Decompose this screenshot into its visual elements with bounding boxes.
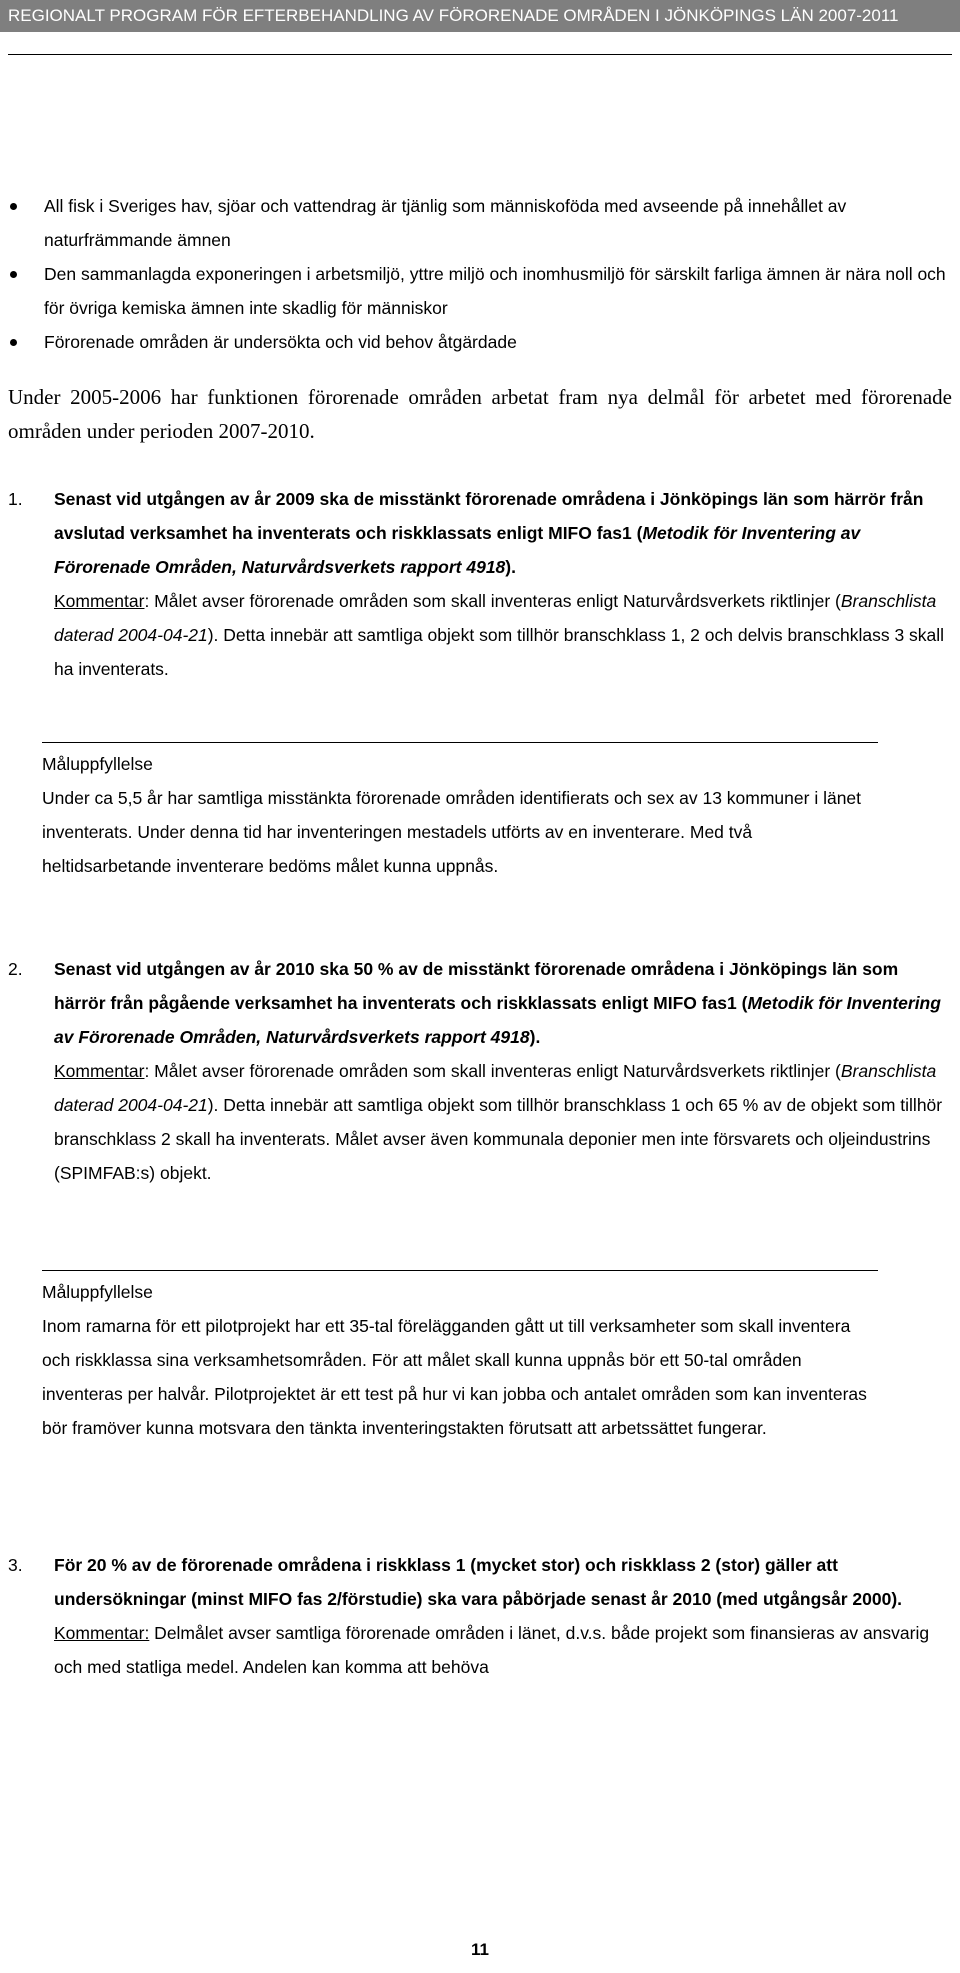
goal-1 <box>8 482 952 686</box>
goal-number: 3. <box>8 1555 23 1575</box>
bullet-icon <box>10 203 17 210</box>
goal-body <box>54 482 952 686</box>
page-number: 11 <box>471 1940 489 1959</box>
fulfilment-rule <box>42 742 878 743</box>
goal-title-end: ). <box>505 557 516 577</box>
goal-comment <box>54 1623 929 1677</box>
comment-reference: Branschlista daterad 2004-04-21 <box>54 1061 937 1115</box>
goal-title-end: ). <box>529 1027 541 1047</box>
comment-label: Kommentar <box>54 1061 145 1081</box>
bullet-text: Den sammanlagda exponeringen i arbetsmiljö, yttre miljö och inomhusmiljö för särskilt farliga ämnen är nära noll och för övriga kemiska ämnen inte skadlig för människor <box>44 264 946 318</box>
goal-title-text: Senast vid utgången av år 2009 ska de misstänkt förorenade områdena i Jönköpings län som härrör från avslutad verksamhet ha inventerats och riskklassats enligt MIFO fas1 ( <box>54 489 924 543</box>
bullet-item <box>8 257 948 325</box>
fulfilment-rule <box>42 1270 878 1271</box>
fulfilment-1 <box>42 742 878 883</box>
goal-body <box>54 952 952 1190</box>
fulfilment-2 <box>42 1270 878 1445</box>
goal-3 <box>8 1548 952 1684</box>
comment-text: Delmålet avser samtliga förorenade områden i länet, d.v.s. både projekt som finansieras av ansvarig och med statliga medel. Andelen kan komma att behöva <box>54 1623 930 1677</box>
comment-reference: Branschlista daterad 2004-04-21 <box>54 591 937 645</box>
bullet-item <box>8 189 948 257</box>
intro-paragraph: Under 2005-2006 har funktionen förorenade områden arbetat fram nya delmål för arbetet med förorenade områden under perioden 2007-2010. <box>8 385 952 443</box>
goal-title <box>54 489 923 577</box>
fulfilment-heading: Måluppfyllelse <box>42 754 153 774</box>
goal-title <box>54 959 941 1047</box>
bullet-list <box>8 189 948 359</box>
fulfilment-text: Inom ramarna för ett pilotprojekt har ett 35-tal förelägganden gått ut till verksamheter som skall inventera och riskklassa sina verksamhetsområden. För att målet skall kunna uppnås bör ett 50-tal områden inventeras per halvår. Pilotprojektet är ett test på hur vi kan jobba och antalet områden som kan inventeras bör framöver kunna motsvara den tänkta inventeringstakten förutsatt att arbetssättet fungerar. <box>42 1316 867 1438</box>
bullet-text: All fisk i Sveriges hav, sjöar och vattendrag är tjänlig som människoföda med avseende på innehållet av naturfrämmande ämnen <box>44 196 847 250</box>
goal-comment <box>54 1061 942 1183</box>
bullet-icon <box>10 271 17 278</box>
header-rule <box>8 54 952 55</box>
bullet-text: Förorenade områden är undersökta och vid behov åtgärdade <box>44 332 517 352</box>
goal-number: 1. <box>8 489 23 509</box>
bullet-icon <box>10 339 17 346</box>
goal-body <box>54 1548 952 1684</box>
fulfilment-heading: Måluppfyllelse <box>42 1282 153 1302</box>
goal-comment <box>54 591 944 679</box>
comment-text: : Målet avser förorenade områden som skall inventeras enligt Naturvårdsverkets riktlinjer ( <box>144 591 841 611</box>
comment-text-end: ). Detta innebär att samtliga objekt som tillhör branschklass 1, 2 och delvis branschklass 3 skall ha inventerats. <box>54 625 945 679</box>
goal-title-text: Senast vid utgången av år 2010 ska 50 % av de misstänkt förorenade områdena i Jönköpings län som härrör från pågående verksamhet ha inventerats och riskklassats enligt MIFO fas1 ( <box>54 959 899 1013</box>
goal-title-reference: Metodik för Inventering av Förorenade Områden, Naturvårdsverkets rapport 4918 <box>54 523 861 577</box>
comment-text-end: ). Detta innebär att samtliga objekt som tillhör branschklass 1 och 65 % av de objekt som tillhör branschklass 2 skall ha inventerats. Målet avser även kommunala deponier men inte försvarets och oljeindustrins (SPIMFAB:s) objekt. <box>54 1095 943 1183</box>
comment-label: Kommentar <box>54 591 145 611</box>
bullet-item <box>8 325 948 359</box>
running-header: REGIONALT PROGRAM FÖR EFTERBEHANDLING AV FÖRORENADE OMRÅDEN I JÖNKÖPINGS LÄN 2007-2011 <box>0 0 960 32</box>
comment-text: : Målet avser förorenade områden som skall inventeras enligt Naturvårdsverkets riktlinjer ( <box>144 1061 841 1081</box>
fulfilment-text: Under ca 5,5 år har samtliga misstänkta förorenade områden identifierats och sex av 13 kommuner i länet inventerats. Under denna tid har inventeringen mestadels utförts av en inventerare. Med två heltidsarbetande inventerare bedöms målet kunna uppnås. <box>42 788 862 876</box>
goal-title: För 20 % av de förorenade områdena i riskklass 1 (mycket stor) och riskklass 2 (stor) gäller att undersökningar (minst MIFO fas 2/förstudie) ska vara påbörjade senast år 2010 (med utgångsår 2000). <box>54 1555 903 1609</box>
comment-label: Kommentar: <box>54 1623 150 1643</box>
goal-title-reference: Metodik för Inventering av Förorenade Områden, Naturvårdsverkets rapport 4918 <box>54 993 941 1047</box>
goal-2 <box>8 952 952 1190</box>
goal-number: 2. <box>8 959 23 979</box>
